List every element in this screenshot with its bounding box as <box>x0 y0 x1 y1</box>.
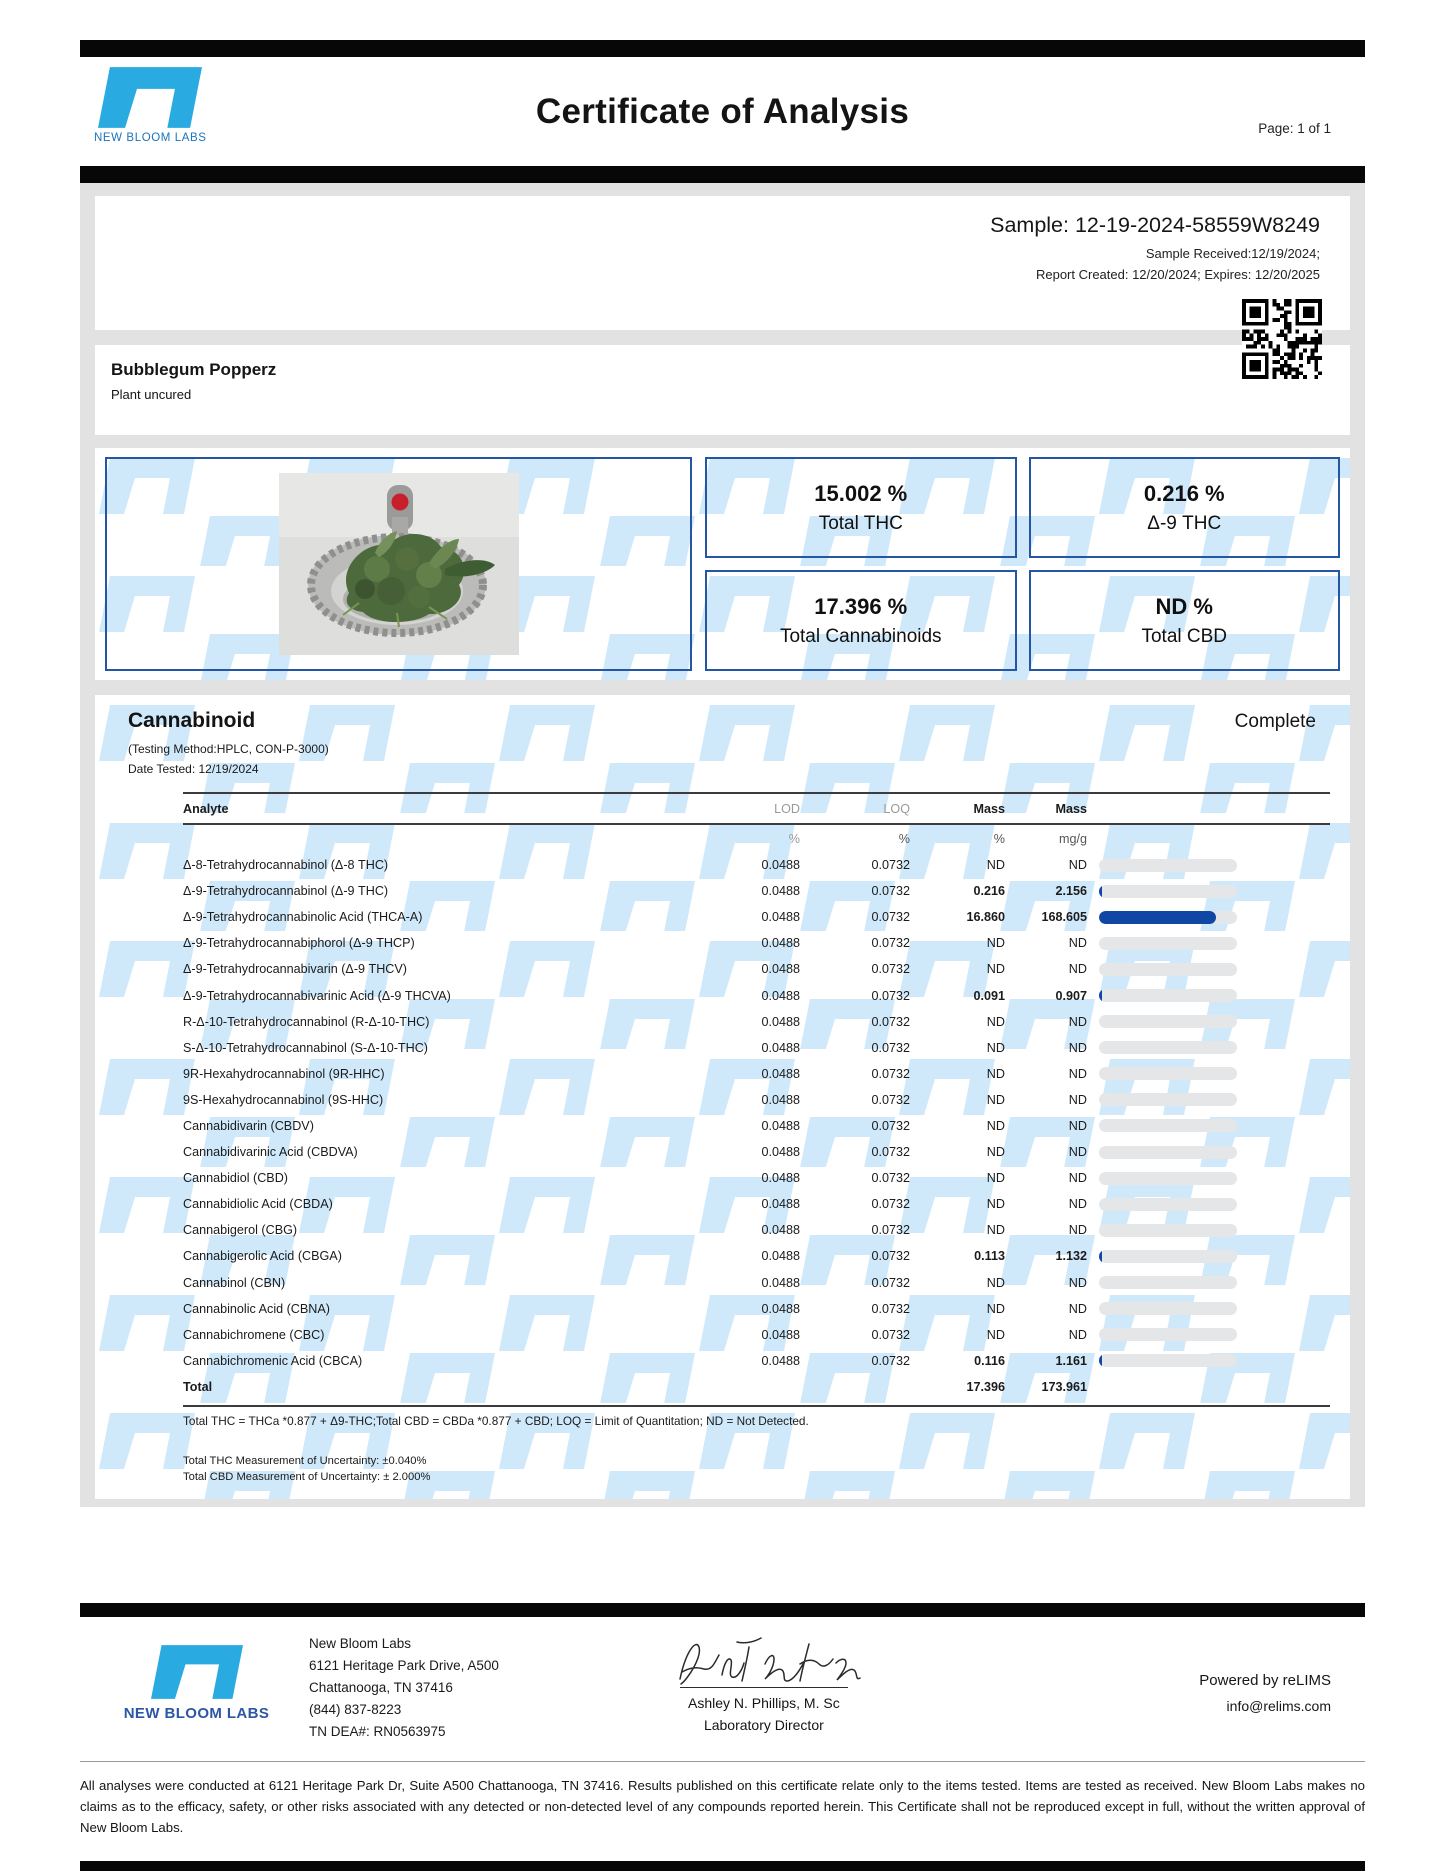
mass-bar <box>1087 1276 1237 1289</box>
mass-bar-track <box>1099 1302 1237 1315</box>
total-label: Total <box>183 1379 213 1394</box>
analyte-name: Δ-8-Tetrahydrocannabinol (Δ-8 THC) <box>183 858 389 873</box>
mass-bar-fill <box>1099 885 1102 898</box>
metric-label: Total CBD <box>1141 625 1228 647</box>
mass-bar <box>1087 1067 1237 1080</box>
calculation-footnote: Total THC = THCa *0.877 + Δ9-THC;Total CBD = CBDa *0.877 + CBD; LOQ = Limit of Quantitation; ND = Not Detected. <box>183 1413 809 1428</box>
analyte-name: 9S-Hexahydrocannabinol (9S-HHC) <box>183 1092 384 1107</box>
loq-value: 0.0732 <box>871 858 910 873</box>
table-header-row <box>183 792 1330 825</box>
mass-bar <box>1087 1146 1237 1159</box>
lod-value: 0.0488 <box>761 1171 800 1186</box>
unit-loq: % <box>898 831 910 846</box>
mass-bar <box>1087 1015 1237 1028</box>
report-created-expires: Report Created: 12/20/2024; Expires: 12/20/2025 <box>1035 267 1320 282</box>
mass-bar-track <box>1099 885 1237 898</box>
analyte-name: Cannabidiolic Acid (CBDA) <box>183 1197 333 1212</box>
table-row <box>183 904 1330 930</box>
lod-value: 0.0488 <box>761 884 800 899</box>
mass-bar-track <box>1099 1172 1237 1185</box>
brand-name-text: NEW BLOOM LABS <box>123 1705 270 1723</box>
analyte-name: 9R-Hexahydrocannabinol (9R-HHC) <box>183 1066 385 1081</box>
lab-name: New Bloom Labs <box>309 1636 412 1652</box>
mass-pct-value: ND <box>986 1275 1005 1290</box>
footer-top-bar <box>80 1603 1365 1617</box>
mass-mg-value: 168.605 <box>1041 910 1087 925</box>
loq-value: 0.0732 <box>871 1223 910 1238</box>
analyte-name: Δ-9-Tetrahydrocannabivarin (Δ-9 THCV) <box>183 962 407 977</box>
loq-value: 0.0732 <box>871 1145 910 1160</box>
lab-address-1: 6121 Heritage Park Drive, A500 <box>309 1658 499 1674</box>
section-status: Complete <box>1234 711 1316 732</box>
analyte-name: Cannabichromenic Acid (CBCA) <box>183 1353 363 1368</box>
mass-mg-value: ND <box>1068 1092 1087 1107</box>
analyte-name: Cannabigerol (CBG) <box>183 1223 298 1238</box>
mass-pct-value: ND <box>986 936 1005 951</box>
mass-mg-value: ND <box>1068 1040 1087 1055</box>
mass-bar <box>1087 859 1237 872</box>
lod-value: 0.0488 <box>761 1197 800 1212</box>
mass-mg-value: 1.132 <box>1055 1249 1087 1264</box>
mass-bar-track <box>1099 859 1237 872</box>
product-name: Bubblegum Popperz <box>111 360 277 379</box>
analyte-name: Δ-9-Tetrahydrocannabinol (Δ-9 THC) <box>183 884 389 899</box>
mass-pct-value: ND <box>986 1223 1005 1238</box>
loq-value: 0.0732 <box>871 1275 910 1290</box>
mass-mg-value: 1.161 <box>1055 1353 1087 1368</box>
lab-phone: (844) 837-8223 <box>309 1701 402 1717</box>
mass-pct-value: 0.116 <box>974 1353 1005 1368</box>
document-header <box>80 57 1365 166</box>
table-row <box>183 852 1330 878</box>
total-mass-pct: 17.396 <box>966 1379 1005 1394</box>
mass-mg-value: ND <box>1068 962 1087 977</box>
mass-bar-track <box>1099 937 1237 950</box>
table-row <box>183 1296 1330 1322</box>
metric-delta9-thc <box>1029 457 1341 558</box>
mass-bar <box>1087 1198 1237 1211</box>
mass-mg-value: ND <box>1068 1223 1087 1238</box>
sample-received: Sample Received:12/19/2024; <box>1145 246 1320 261</box>
metric-total-cbd <box>1029 570 1341 671</box>
table-row <box>183 1270 1330 1296</box>
date-tested: Date Tested: 12/19/2024 <box>128 762 259 776</box>
mass-pct-value: 16.860 <box>966 910 1005 925</box>
loq-value: 0.0732 <box>871 1014 910 1029</box>
mass-bar-track <box>1099 1119 1237 1132</box>
table-row <box>183 1322 1330 1348</box>
mass-pct-value: ND <box>986 1066 1005 1081</box>
loq-value: 0.0732 <box>871 1092 910 1107</box>
mass-mg-value: 0.907 <box>1055 988 1087 1003</box>
metric-value: ND % <box>1155 593 1213 619</box>
metric-label: Total THC <box>818 512 903 534</box>
metric-value: 15.002 % <box>814 480 908 506</box>
loq-value: 0.0732 <box>871 1327 910 1342</box>
top-divider-bar <box>80 40 1365 57</box>
analyte-name: Cannabinol (CBN) <box>183 1275 286 1290</box>
lod-value: 0.0488 <box>761 1275 800 1290</box>
loq-value: 0.0732 <box>871 962 910 977</box>
loq-value: 0.0732 <box>871 1197 910 1212</box>
mass-bar-track <box>1099 1015 1237 1028</box>
mass-bar-track <box>1099 1224 1237 1237</box>
column-loq: LOQ <box>883 801 910 816</box>
mass-bar-track <box>1099 1198 1237 1211</box>
mass-mg-value: ND <box>1068 1145 1087 1160</box>
mass-pct-value: 0.216 <box>973 884 1005 899</box>
mass-bar <box>1087 1119 1237 1132</box>
qr-code <box>1242 299 1322 379</box>
sample-photo-box <box>105 457 692 671</box>
table-row <box>183 1348 1330 1374</box>
mass-mg-value: ND <box>1068 1301 1087 1316</box>
lod-value: 0.0488 <box>761 1353 800 1368</box>
metric-value: 0.216 % <box>1143 480 1225 506</box>
mass-bar <box>1087 1328 1237 1341</box>
metric-label: Total Cannabinoids <box>779 625 942 647</box>
mass-bar-fill <box>1099 911 1216 924</box>
lab-contact-info <box>309 1633 499 1742</box>
lod-value: 0.0488 <box>761 1066 800 1081</box>
analyte-name: Δ-9-Tetrahydrocannabivarinic Acid (Δ-9 THCVA) <box>183 988 451 1003</box>
table-row <box>183 1139 1330 1165</box>
table-row <box>183 1113 1330 1139</box>
mass-pct-value: ND <box>986 1197 1005 1212</box>
loq-value: 0.0732 <box>871 988 910 1003</box>
unit-mass-mg: mg/g <box>1059 831 1087 846</box>
table-row <box>183 1035 1330 1061</box>
lod-value: 0.0488 <box>761 1092 800 1107</box>
table-row <box>183 1009 1330 1035</box>
mass-mg-value: 2.156 <box>1055 884 1087 899</box>
mass-bar-fill <box>1099 989 1102 1002</box>
loq-value: 0.0732 <box>871 1118 910 1133</box>
mass-bar <box>1087 963 1237 976</box>
mass-bar <box>1087 937 1237 950</box>
mass-pct-value: ND <box>986 1118 1005 1133</box>
lab-dea-number: TN DEA#: RN0563975 <box>309 1723 446 1739</box>
lab-brand-footer <box>94 1633 299 1742</box>
contact-email: info@relims.com <box>1226 1698 1331 1715</box>
sample-info-card <box>95 196 1350 330</box>
metric-total-cannabinoids <box>705 570 1017 671</box>
uncertainty-notes <box>183 1454 1330 1485</box>
mass-mg-value: ND <box>1068 1197 1087 1212</box>
qr-code-icon <box>1242 299 1322 379</box>
table-row <box>183 1165 1330 1191</box>
cbd-uncertainty: Total CBD Measurement of Uncertainty: ± 2.000% <box>183 1470 431 1483</box>
analyte-name: Cannabidiol (CBD) <box>183 1171 288 1186</box>
loq-value: 0.0732 <box>871 884 910 899</box>
header-divider-bar <box>80 166 1365 183</box>
metric-total-thc <box>705 457 1017 558</box>
mass-bar <box>1087 989 1237 1002</box>
new-bloom-labs-logo-icon <box>98 67 202 128</box>
mass-bar-track <box>1099 1041 1237 1054</box>
loq-value: 0.0732 <box>871 1249 910 1264</box>
mass-pct-value: 0.091 <box>973 988 1005 1003</box>
table-row <box>183 1061 1330 1087</box>
mass-pct-value: ND <box>986 858 1005 873</box>
testing-method: (Testing Method:HPLC, CON-P-3000) <box>128 742 329 756</box>
mass-bar-track <box>1099 1067 1237 1080</box>
loq-value: 0.0732 <box>871 1066 910 1081</box>
mass-pct-value: 0.113 <box>974 1249 1005 1264</box>
table-row <box>183 1217 1330 1243</box>
lod-value: 0.0488 <box>761 1249 800 1264</box>
metric-value: 17.396 % <box>814 593 908 619</box>
lod-value: 0.0488 <box>761 1327 800 1342</box>
mass-pct-value: ND <box>986 1327 1005 1342</box>
lod-value: 0.0488 <box>761 1014 800 1029</box>
lod-value: 0.0488 <box>761 1145 800 1160</box>
lod-value: 0.0488 <box>761 988 800 1003</box>
mass-bar <box>1087 1250 1237 1263</box>
mass-bar-track <box>1099 989 1237 1002</box>
lab-address-2: Chattanooga, TN 37416 <box>309 1680 453 1696</box>
table-row <box>183 956 1330 982</box>
table-row <box>183 982 1330 1008</box>
cannabinoid-header <box>128 709 1330 733</box>
table-row <box>183 1087 1330 1113</box>
mass-pct-value: ND <box>986 1145 1005 1160</box>
sample-id: Sample: 12-19-2024-58559W8249 <box>990 213 1320 237</box>
table-total-row <box>183 1374 1330 1400</box>
column-mass-mg: Mass <box>1055 801 1087 816</box>
mass-bar-track <box>1099 1250 1237 1263</box>
mass-pct-value: ND <box>986 1171 1005 1186</box>
lod-value: 0.0488 <box>761 1223 800 1238</box>
mass-bar-track <box>1099 963 1237 976</box>
table-units-row <box>183 825 1330 852</box>
section-title: Cannabinoid <box>128 709 256 732</box>
page-title: Certificate of Analysis <box>535 91 910 131</box>
column-lod: LOD <box>774 801 800 816</box>
analyte-name: Cannabidivarin (CBDV) <box>183 1118 314 1133</box>
mass-mg-value: ND <box>1068 1014 1087 1029</box>
lod-value: 0.0488 <box>761 858 800 873</box>
thc-uncertainty: Total THC Measurement of Uncertainty: ±0.040% <box>183 1454 427 1467</box>
mass-bar <box>1087 1224 1237 1237</box>
signature-icon <box>664 1633 864 1695</box>
powered-by-block <box>1199 1633 1331 1742</box>
lab-brand-header <box>94 67 207 144</box>
results-card <box>95 448 1350 680</box>
mass-pct-value: ND <box>986 1014 1005 1029</box>
mass-bar <box>1087 1172 1237 1185</box>
mass-mg-value: ND <box>1068 1066 1087 1081</box>
bottom-divider-bar <box>80 1861 1365 1871</box>
mass-pct-value: ND <box>986 1040 1005 1055</box>
table-row <box>183 878 1330 904</box>
mass-bar <box>1087 1302 1237 1315</box>
lod-value: 0.0488 <box>761 1118 800 1133</box>
body-section <box>80 183 1365 1507</box>
brand-name-text: NEW BLOOM LABS <box>94 132 207 144</box>
loq-value: 0.0732 <box>871 936 910 951</box>
lod-value: 0.0488 <box>761 910 800 925</box>
product-card <box>95 345 1350 435</box>
lod-value: 0.0488 <box>761 936 800 951</box>
cannabinoid-card <box>95 695 1350 1499</box>
mass-pct-value: ND <box>986 1092 1005 1107</box>
metric-label: Δ-9 THC <box>1147 512 1222 534</box>
lod-value: 0.0488 <box>761 1040 800 1055</box>
mass-bar-fill <box>1099 1250 1102 1263</box>
mass-mg-value: ND <box>1068 1275 1087 1290</box>
powered-by: Powered by reLIMS <box>1199 1672 1331 1690</box>
lod-value: 0.0488 <box>761 1301 800 1316</box>
table-row <box>183 1191 1330 1217</box>
loq-value: 0.0732 <box>871 1040 910 1055</box>
column-mass-pct: Mass <box>973 801 1005 816</box>
table-row <box>183 930 1330 956</box>
signatory-name: Ashley N. Phillips, M. Sc <box>688 1695 840 1712</box>
cannabinoid-table-rows <box>183 852 1330 1374</box>
analyte-name: Δ-9-Tetrahydrocannabinolic Acid (THCA-A) <box>183 910 423 925</box>
mass-mg-value: ND <box>1068 858 1087 873</box>
mass-bar-track <box>1099 1328 1237 1341</box>
mass-bar-track <box>1099 1093 1237 1106</box>
unit-mass-pct: % <box>993 831 1005 846</box>
mass-mg-value: ND <box>1068 1171 1087 1186</box>
mass-bar <box>1087 885 1237 898</box>
signatory-title: Laboratory Director <box>703 1717 824 1734</box>
signature-block <box>649 1633 879 1742</box>
page-number: Page: 1 of 1 <box>1258 121 1331 136</box>
mass-bar-track <box>1099 1146 1237 1159</box>
loq-value: 0.0732 <box>871 1171 910 1186</box>
loq-value: 0.0732 <box>871 910 910 925</box>
analyte-name: S-Δ-10-Tetrahydrocannabinol (S-Δ-10-THC) <box>183 1040 428 1055</box>
footer <box>80 1617 1365 1752</box>
loq-value: 0.0732 <box>871 1353 910 1368</box>
sample-photo <box>279 468 519 660</box>
disclaimer-text: All analyses were conducted at 6121 Heritage Park Dr, Suite A500 Chattanooga, TN 37416. Results published on this certificate relate only to the items tested. Items are tested as received. New Bloom Labs makes no claims as to the efficacy, safety, or other risks associated with any detected or non-detected level of any compounds reported herein. This Certificate shall not be reproduced except in full, without the written approval of New Bloom Labs. <box>80 1777 1365 1836</box>
table-row <box>183 1243 1330 1269</box>
mass-bar <box>1087 1354 1237 1367</box>
mass-bar <box>1087 1093 1237 1106</box>
mass-pct-value: ND <box>986 1301 1005 1316</box>
cannabinoid-table <box>183 792 1330 1485</box>
mass-pct-value: ND <box>986 962 1005 977</box>
total-mass-mg: 173.961 <box>1041 1379 1087 1394</box>
new-bloom-labs-logo-icon <box>151 1645 243 1699</box>
mass-bar-track <box>1099 1354 1237 1367</box>
mass-bar-track <box>1099 911 1237 924</box>
mass-mg-value: ND <box>1068 1118 1087 1133</box>
mass-bar <box>1087 911 1237 924</box>
mass-bar-fill <box>1099 1354 1102 1367</box>
signature-rule <box>680 1687 848 1688</box>
column-analyte: Analyte <box>183 801 229 816</box>
product-type: Plant uncured <box>111 387 192 402</box>
analyte-name: Cannabinolic Acid (CBNA) <box>183 1301 330 1316</box>
unit-lod: % <box>788 831 800 846</box>
mass-mg-value: ND <box>1068 936 1087 951</box>
mass-bar <box>1087 1041 1237 1054</box>
mass-bar-track <box>1099 1276 1237 1289</box>
analyte-name: R-Δ-10-Tetrahydrocannabinol (R-Δ-10-THC) <box>183 1014 430 1029</box>
summary-metrics <box>705 457 1340 671</box>
analyte-name: Cannabidivarinic Acid (CBDVA) <box>183 1145 358 1160</box>
analyte-name: Cannabigerolic Acid (CBGA) <box>183 1249 342 1264</box>
analyte-name: Δ-9-Tetrahydrocannabiphorol (Δ-9 THCP) <box>183 936 415 951</box>
lod-value: 0.0488 <box>761 962 800 977</box>
loq-value: 0.0732 <box>871 1301 910 1316</box>
mass-mg-value: ND <box>1068 1327 1087 1342</box>
analyte-name: Cannabichromene (CBC) <box>183 1327 325 1342</box>
